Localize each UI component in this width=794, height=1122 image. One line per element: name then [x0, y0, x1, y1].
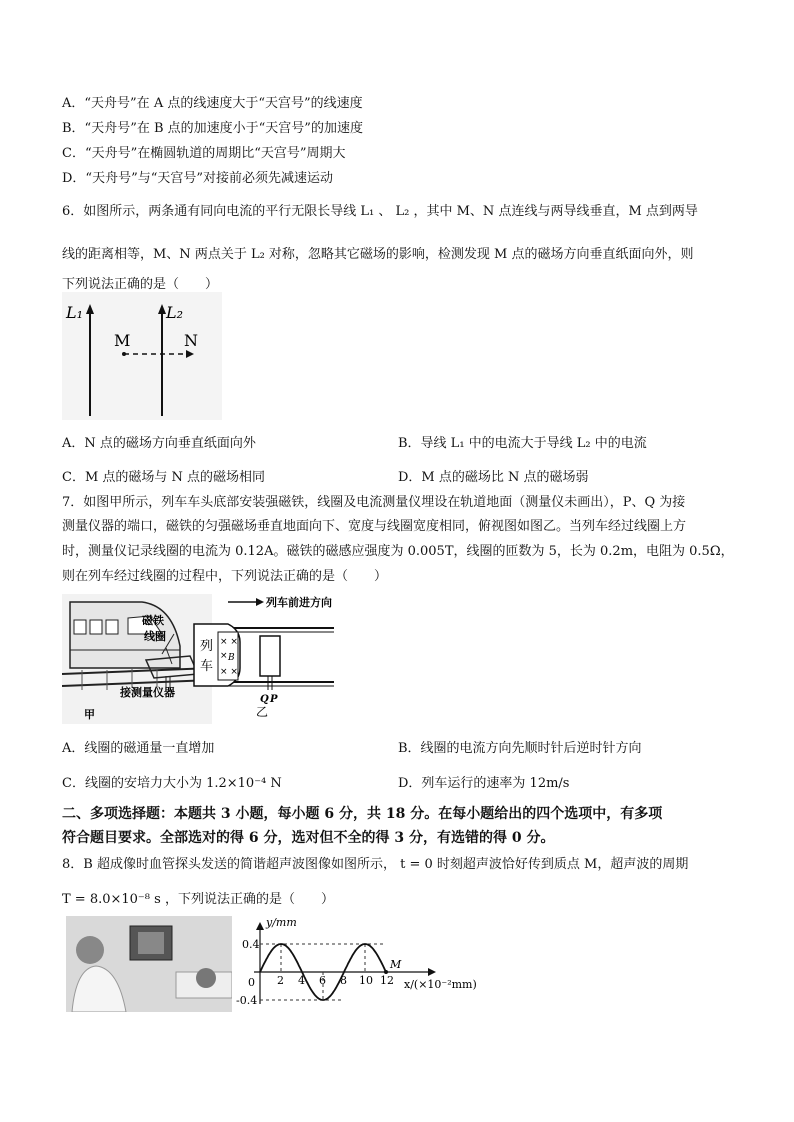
- q7-option-c: C．线圈的安培力大小为 1.2×10⁻⁴ N: [62, 776, 282, 791]
- q8-wave-graph: [234, 916, 494, 1012]
- label-magnet: 磁铁: [142, 615, 164, 627]
- label-m-point: M: [390, 958, 402, 971]
- q6-option-c: C．M 点的磁场与 N 点的磁场相同: [62, 470, 266, 485]
- label-yi: 乙: [256, 705, 269, 719]
- y-axis-label: y/mm: [266, 916, 297, 929]
- q6-stem-line1: 6．如图所示，两条通有同向电流的平行无限长导线 L₁ 、 L₂ ，其中 M、N 点连线与两导线垂直，M 点到两导: [62, 204, 698, 219]
- q7-stem-line4: 则在列车经过线圈的过程中，下列说法正确的是（ ）: [62, 569, 388, 584]
- label-instrument: 接测量仪器: [120, 687, 175, 699]
- svg-text:× ×: × ×: [220, 667, 238, 677]
- label-n: N: [184, 331, 198, 350]
- q8-stem-line2: T = 8.0×10⁻⁸ s ，下列说法正确的是（ ）: [62, 892, 334, 907]
- q5-option-d: D．“天舟号”与“天宫号”对接前必须先减速运动: [62, 171, 334, 186]
- q6-stem-line2: 线的距离相等，M、N 两点关于 L₂ 对称，忽略其它磁场的影响，检测发现 M 点的磁场方向垂直纸面向外，则: [62, 247, 694, 262]
- person-image: [76, 936, 104, 964]
- label-l2: L₂: [166, 303, 184, 322]
- y-tick-neg: -0.4: [236, 994, 258, 1007]
- label-train1: 列: [200, 639, 214, 654]
- q6-option-b: B．导线 L₁ 中的电流大于导线 L₂ 中的电流: [398, 436, 647, 451]
- q7-stem-line2: 测量仪器的端口，磁铁的匀强磁场垂直地面向下、宽度与线圈宽度相同，俯视图如图乙。当列车经过线圈上方: [62, 519, 687, 534]
- label-p: P: [270, 694, 278, 705]
- label-b: B: [228, 653, 235, 663]
- q6-stem-line3: 下列说法正确的是（ ）: [62, 277, 219, 292]
- q7-option-a: A．线圈的磁通量一直增加: [62, 741, 215, 756]
- x-tick-10: 10: [359, 974, 373, 987]
- label-train2: 车: [200, 659, 214, 674]
- q6-option-d: D．M 点的磁场比 N 点的磁场弱: [398, 470, 589, 485]
- q7-figure-yi: [188, 594, 338, 724]
- label-l1: L₁: [66, 303, 84, 322]
- section2-line2: 符合题目要求。全部选对的得 6 分，选对但不全的得 3 分，有选错的得 0 分。: [62, 830, 555, 846]
- svg-text:× ×: × ×: [220, 637, 238, 647]
- x-tick-12: 12: [380, 974, 394, 987]
- q5-option-c: C．“天舟号”在椭圆轨道的周期比“天宫号”周期大: [62, 146, 346, 161]
- q6-figure: [62, 292, 222, 420]
- x-tick-2: 2: [277, 974, 284, 987]
- x-tick-4: 4: [298, 974, 305, 987]
- coil-topview: [260, 636, 280, 676]
- section2-line1: 二、多项选择题：本题共 3 小题，每小题 6 分，共 18 分。在每小题给出的四个选项中，有多项: [62, 806, 663, 822]
- q7-option-d: D．列车运行的速率为 12m/s: [398, 776, 570, 791]
- label-direction: 列车前进方向: [266, 597, 332, 609]
- q8-stem-line1: 8．B 超成像时血管探头发送的简谐超声波图像如图所示， t = 0 时刻超声波恰好传到质点 M，超声波的周期: [62, 857, 689, 872]
- x-axis-label: x/(×10⁻²mm): [404, 978, 477, 991]
- label-q: Q: [260, 694, 269, 705]
- q5-option-b: B．“天舟号”在 B 点的加速度小于“天宫号”的加速度: [62, 121, 363, 136]
- q7-stem-line3: 时，测量仪记录线圈的电流为 0.12A。磁铁的磁感应强度为 0.005T，线圈的匝数为 5，长为 0.2m，电阻为 0.5Ω，: [62, 544, 734, 559]
- label-coil: 线圈: [144, 631, 166, 643]
- q8-photo: [66, 916, 232, 1012]
- q7-stem-line1: 7．如图甲所示，列车车头底部安装强磁铁，线圈及电流测量仪埋设在轨道地面（测量仪未画出），P、Q 为接: [62, 495, 686, 510]
- origin-label: 0: [248, 976, 255, 989]
- x-tick-8: 8: [340, 974, 347, 987]
- q7-option-b: B．线圈的电流方向先顺时针后逆时针方向: [398, 741, 642, 756]
- label-jia: 甲: [84, 709, 95, 721]
- x-tick-6: 6: [319, 974, 326, 987]
- svg-text:×: ×: [220, 651, 228, 661]
- y-tick-pos: 0.4: [242, 938, 260, 951]
- label-m: M: [114, 331, 131, 350]
- q6-option-a: A．N 点的磁场方向垂直纸面向外: [62, 436, 256, 451]
- q5-option-a: A．“天舟号”在 A 点的线速度大于“天宫号”的线速度: [62, 96, 363, 111]
